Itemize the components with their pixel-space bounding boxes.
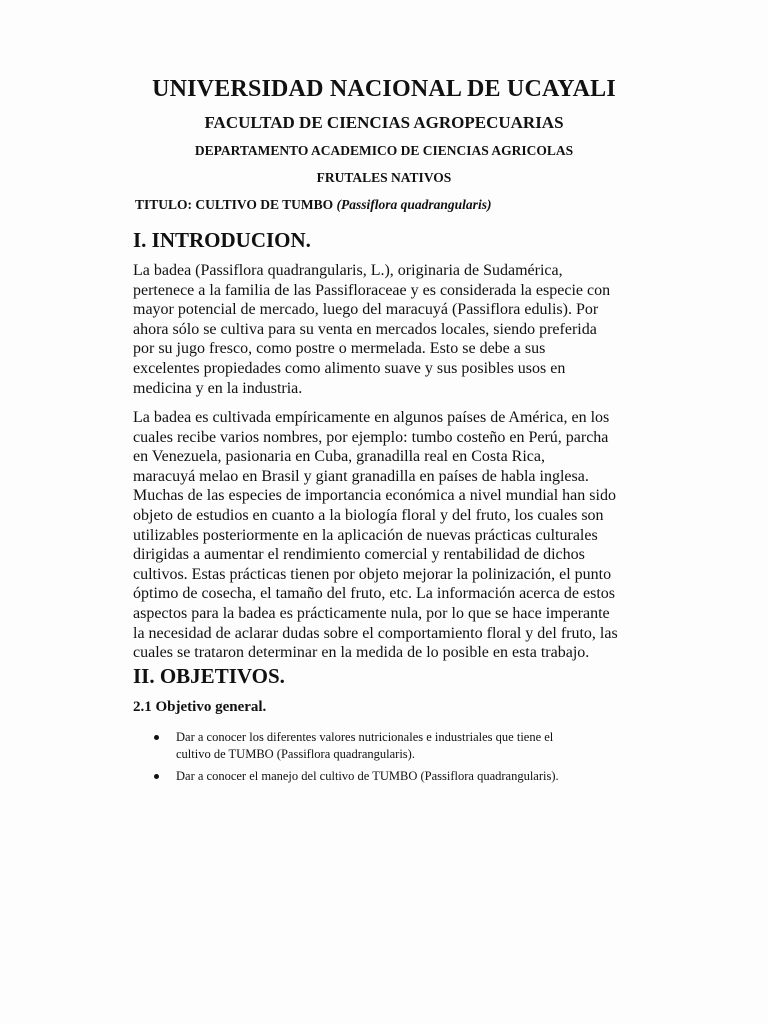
introduction-paragraph-1	[133, 261, 633, 398]
paragraph-line: ahora sólo se cultiva para su venta en mercados locales, siendo preferida	[133, 320, 597, 338]
bullet-icon	[154, 774, 159, 779]
title-prefix: TITULO: CULTIVO DE TUMBO	[135, 197, 337, 212]
paragraph-line: óptimo de cosecha, el tamaño del fruto, etc. La información acerca de estos	[133, 585, 616, 603]
paragraph-line: mayor potencial de mercado, luego del maracuyá (Passiflora edulis). Por	[133, 301, 599, 319]
paragraph-line: por su jugo fresco, como postre o mermelada. Esto se debe a sus	[133, 340, 546, 358]
paragraph-line: la necesidad de aclarar dudas sobre el comportamiento floral y del fruto, las	[133, 624, 618, 642]
paragraph-line: cultivos. Estas prácticas tienen por objeto mejorar la polinización, el punto	[133, 565, 612, 583]
paragraph-line: La badea (Passiflora quadrangularis, L.), originaria de Sudamérica,	[133, 262, 563, 279]
course-name: FRUTALES NATIVOS	[316, 170, 452, 185]
paragraph-line: objeto de estudios en cuanto a la biología floral y del fruto, los cuales son	[133, 506, 604, 524]
paragraph-line: en Venezuela, pasionaria en Cuba, granadilla real en Costa Rica,	[133, 448, 545, 466]
paragraph-line: medicina y en la industria.	[133, 379, 303, 397]
paragraph-line: utilizables posteriormente en la aplicación de nuevas prácticas culturales	[133, 526, 598, 544]
paragraph-line: maracuyá melao en Brasil y giant granadilla en países de habla inglesa.	[133, 467, 589, 485]
faculty-name: FACULTAD DE CIENCIAS AGROPECUARIAS	[204, 113, 564, 132]
document-title	[135, 197, 491, 213]
list-item-line: Dar a conocer los diferentes valores nutricionales e industriales que tiene el	[176, 730, 554, 744]
list-item	[150, 729, 650, 763]
objective-list	[150, 729, 650, 790]
list-item-line: Dar a conocer el manejo del cultivo de TUMBO (Passiflora quadrangularis).	[176, 769, 559, 783]
list-item	[150, 768, 650, 785]
bullet-icon	[154, 735, 159, 740]
paragraph-line: pertenece a la familia de las Passifloraceae y es considerada la especie con	[133, 281, 611, 299]
paragraph-line: aspectos para la badea es prácticamente nula, por lo que se hace imperante	[133, 604, 610, 622]
title-scientific-name: (Passiflora quadrangularis)	[336, 197, 492, 212]
paragraph-line: excelentes propiedades como alimento suave y sus posibles usos en	[133, 359, 566, 377]
introduction-paragraph-2	[133, 408, 633, 663]
paragraph-line: cuales recibe varios nombres, por ejemplo: tumbo costeño en Perú, parcha	[133, 428, 609, 446]
objectives-heading: II. OBJETIVOS.	[133, 664, 285, 688]
general-objective-heading: 2.1 Objetivo general.	[133, 699, 267, 715]
department-name: DEPARTAMENTO ACADEMICO DE CIENCIAS AGRICOLAS	[194, 143, 574, 158]
list-item-line: cultivo de TUMBO (Passiflora quadrangularis).	[176, 747, 415, 761]
university-name: UNIVERSIDAD NACIONAL DE UCAYALI	[152, 76, 616, 102]
paragraph-line: cuales se trataron determinar en la medida de lo posible en esta trabajo.	[133, 644, 590, 662]
paragraph-line: La badea es cultivada empíricamente en algunos países de América, en los	[133, 409, 610, 426]
introduction-heading: I. INTRODUCION.	[133, 228, 311, 252]
paragraph-line: dirigidas a aumentar el rendimiento comercial y rentabilidad de dichos	[133, 546, 585, 564]
paragraph-line: Muchas de las especies de importancia económica a nivel mundial han sido	[133, 487, 616, 505]
